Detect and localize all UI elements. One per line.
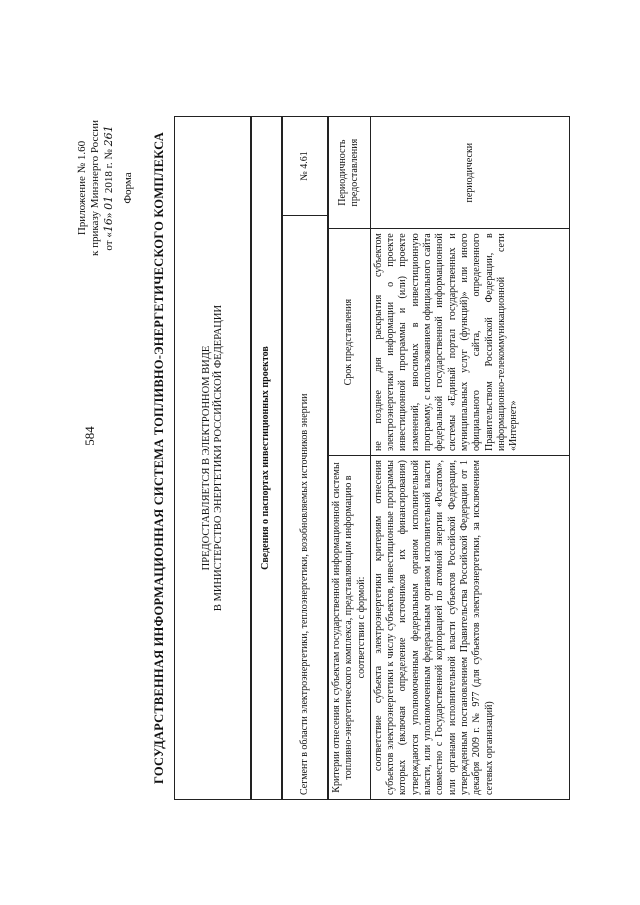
rotated-form-sheet	[70, 72, 570, 852]
section-title: Сведения о паспортах инвестиционных проектов	[251, 117, 282, 800]
period-cell: периодически	[370, 117, 569, 229]
page-number: 584	[82, 426, 97, 446]
form-label: Форма	[122, 172, 134, 204]
submission-box	[174, 116, 252, 800]
header-term: Срок представления	[329, 229, 371, 456]
order-month: 01	[102, 195, 115, 210]
criteria-cell: соответствие субъекта электроэнергетики критериям отнесения субъектов электроэнергетики к числу субъектов, инвестиционные программы которых (включая определение источников их финансирования) утверждаются уполномоченным федеральным органом исполнительной власти, или уполномоченным федеральным органом исполнительной власти совместно с Государственной корпорацией по атомной энергии «Росатом», или органами исполнительной власти субъектов Российской Федерации, утвержденным постановлением Правительства Российской Федерации от 1 декабря 2009 г. № 977 (для субъектов электроэнергетики, за исключением сетевых организаций)	[370, 456, 569, 800]
order-day: 16	[102, 218, 115, 233]
submission-line-2: В МИНИСТЕРСТВО ЭНЕРГЕТИКИ РОССИЙСКОЙ ФЕДЕРАЦИИ	[213, 304, 224, 612]
appendix-line-1: Приложение № 1.60	[76, 140, 88, 236]
order-number: 261	[102, 125, 115, 147]
submission-cell	[175, 117, 252, 800]
criteria-table	[328, 116, 570, 800]
appendix-line-2: к приказу Минэнерго России	[89, 120, 101, 256]
appendix-block	[76, 120, 135, 256]
segment-text: Сегмент в области электроэнергетики, теплоэнергетики, возобновляемых источников энергии	[283, 216, 328, 800]
header-criteria: Критерии отнесения к субъектам государственной информационной системы топливно-энергетического комплекса, представляющим информацию в соответствии с формой:	[329, 456, 371, 800]
document-title: ГОСУДАРСТВЕННАЯ ИНФОРМАЦИОННАЯ СИСТЕМА ТОПЛИВНО-ЭНЕРГЕТИЧЕСКОГО КОМПЛЕКСА	[152, 132, 166, 784]
term-cell: не позднее дня раскрытия субъектом электроэнергетики информации о проекте инвестиционной программы и (или) проекте изменений, вносимых в инвестиционную программу, с использованием официального сайта федеральной государственной информационной системы «Единый портал государственных и муниципальных услуг (функций)» или иного официального сайта, определенного Правительством Российской Федерации, в информационно-телекоммуникационной сети «Интернет»	[370, 229, 569, 456]
submission-line-1: ПРЕДОСТАВЛЯЕТСЯ В ЭЛЕКТРОННОМ ВИДЕ	[201, 345, 212, 571]
appendix-line-3: от «16» 01 2018 г. № 261	[102, 125, 115, 251]
header-period: Периодичность предоставления	[329, 117, 371, 229]
segment-box	[282, 116, 328, 800]
section-title-box	[250, 116, 282, 800]
segment-number: № 4.61	[283, 117, 328, 216]
